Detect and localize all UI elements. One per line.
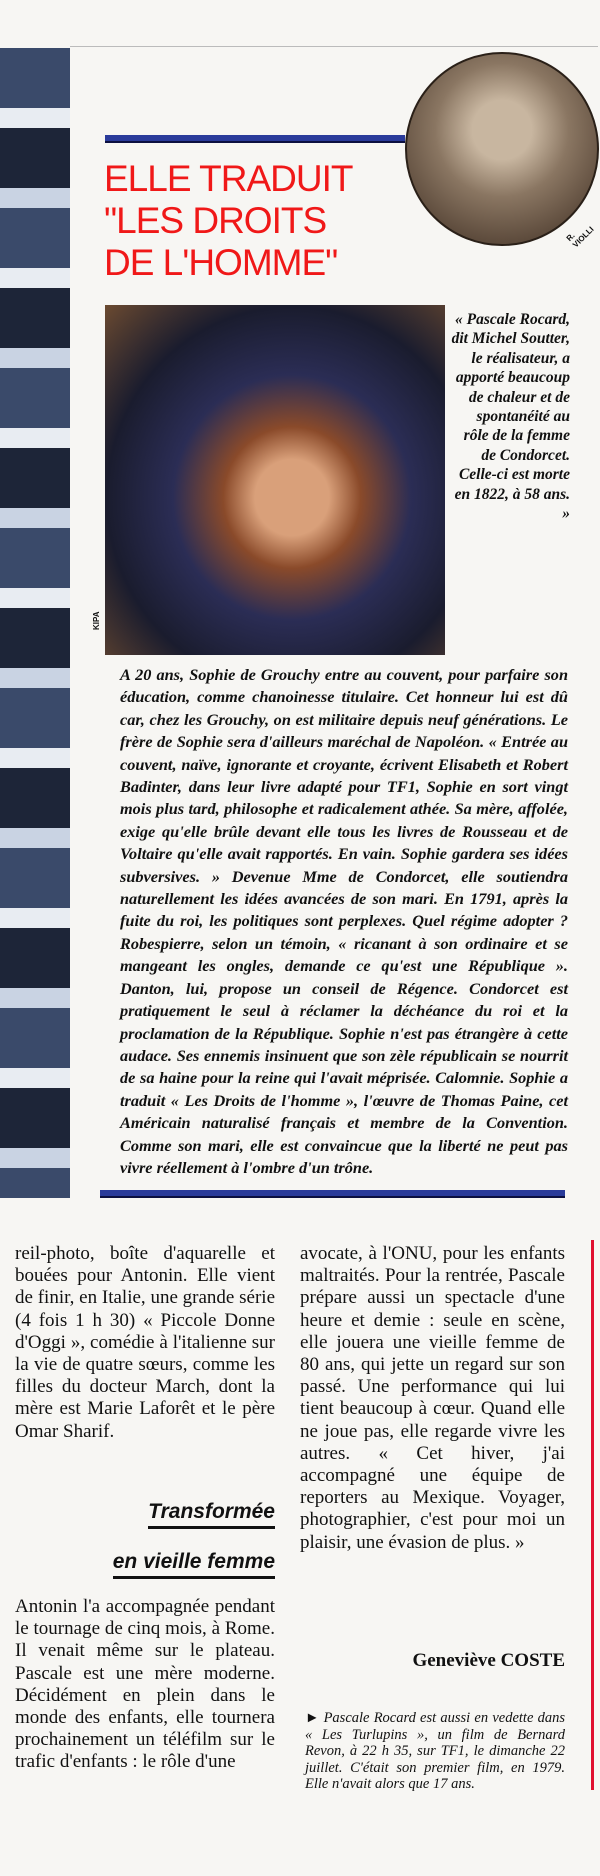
title-line: ELLE TRADUIT bbox=[104, 158, 353, 199]
article-title bbox=[104, 158, 352, 284]
column-2-text: avocate, à l'ONU, pour les enfants maltraités. Pour la rentrée, Pascale prépare aussi un spectacle d'une heure et demie : seule en scène, elle jouera une vieille femme de 80 ans, qui jette un regard sur son passé. Une performance qui lui tient beaucoup à cœur. Quand elle ne joue pas, elle regarde vivre les autres. « Cet hiver, j'ai accompagné une équipe de reporters au Mexique. Voyager, photographier, c'est pour moi un plaisir, une évasion de plus. » bbox=[300, 1243, 565, 1553]
photo-credit: KIPA bbox=[92, 611, 101, 630]
photo-caption-quote: « Pascale Rocard, dit Michel Soutter, le réalisateur, a apporté beaucoup de chaleur et de spontanéité au rôle de la femme de Condorcet. Celle-ci est morte en 1822, à 58 ans. » bbox=[451, 311, 570, 523]
title-rule bbox=[105, 135, 405, 143]
portrait-credit: R. VIOLLI bbox=[564, 224, 596, 250]
side-photo-strip bbox=[0, 48, 70, 1198]
portrait-medallion bbox=[405, 52, 599, 246]
subhead-line: Transformée bbox=[148, 1500, 275, 1529]
subhead-line: en vieille femme bbox=[113, 1550, 275, 1579]
tv-note: ► Pascale Rocard est aussi en vedette dans « Les Turlupins », un film de Bernard Revon, à 22 h 35, sur TF1, le dimanche 22 juillet. C'était son premier film, en 1979. Elle n'avait alors que 17 ans. bbox=[305, 1710, 565, 1792]
actress-photo bbox=[105, 305, 445, 655]
author-signature: Geneviève COSTE bbox=[412, 1650, 565, 1671]
column-1-text-continued: Antonin l'a accompagnée pendant le tournage de cinq mois, à Rome. Il venait même sur le plateau. Pascale est une mère moderne. Décidément en plein dans le monde des enfants, elle tournera prochainement un téléfilm sur le trafic d'enfants : le rôle d'une bbox=[15, 1596, 275, 1773]
title-line: "LES DROITS bbox=[104, 200, 327, 241]
column-1-text: reil-photo, boîte d'aquarelle et bouées pour Antonin. Elle vient de finir, en Italie, une grande série (4 fois 1 h 30) « Piccole Donne d'Oggi », comédie à l'italienne sur la vie de quatre sœurs, comme les filles du docteur March, dont la mère est Marie Laforêt et le père Omar Sharif. bbox=[15, 1243, 275, 1442]
sidebar-body-text: A 20 ans, Sophie de Grouchy entre au couvent, pour parfaire son éducation, comme chanoinesse titulaire. Cet honneur lui est dû car, chez les Grouchy, on est militaire depuis neuf générations. Le frère de Sophie sera d'ailleurs maréchal de Napoléon. « Entrée au couvent, naïve, ignorante et croyante, écrivent Elisabeth et Robert Badinter, dans leur livre adapté pour TF1, Sophie en sort vingt mois plus tard, philosophe et radicalement athée. Sa mère, affolée, exige qu'elle brûle devant elle tous les livres de Rousseau et de Voltaire qu'elle avait rapportés. En vain. Sophie gardera ses idées subversives. » Devenue Mme de Condorcet, elle soutiendra naturellement les idées avancées de son mari. En 1791, après la fuite du roi, les politiques sont perplexes. Quel régime adopter ? Robespierre, selon un témoin, « ricanant à son ordinaire et se mangeant les ongles, demande ce qu'est une République ». Danton, lui, propose un conseil de Régence. Condorcet est pratiquement le seul à réclamer la déchéance du roi et la proclamation de la République. Sophie n'est pas étrangère à cette audace. Ses ennemis insinuent que son zèle républicain se nourrit de sa haine pour la reine qui l'avait méprisée. Calomnie. Sophie a traduit « Les Droits de l'homme », l'œuvre de Thomas Paine, cet Américain naturalisé français et membre de la Convention. Comme son mari, elle est convaincue que la liberté ne peut pas vivre réellement à l'ombre d'un trône. bbox=[120, 665, 568, 1177]
title-line: DE L'HOMME" bbox=[104, 242, 338, 283]
subhead bbox=[15, 1550, 275, 1574]
subhead bbox=[15, 1500, 275, 1524]
margin-line bbox=[591, 1240, 594, 1790]
bottom-rule bbox=[100, 1190, 565, 1198]
